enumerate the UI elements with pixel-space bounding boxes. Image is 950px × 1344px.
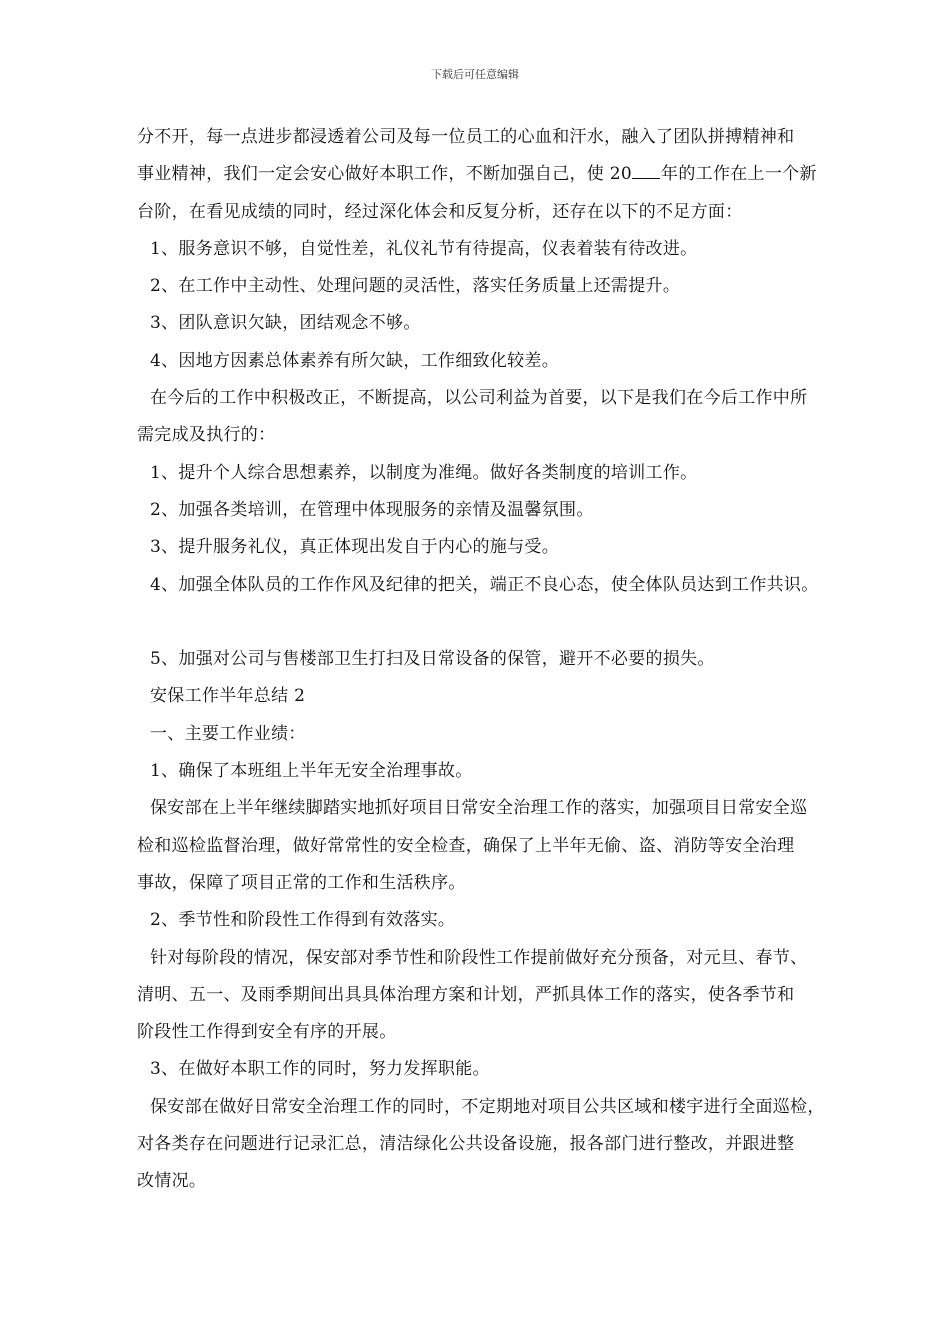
- list-item: 2、加强各类培训，在管理中体现服务的亲情及温馨氛围。: [150, 499, 594, 520]
- paragraph-line: 台阶，在看见成绩的同时，经过深化体会和反复分析，还存在以下的不足方面：: [137, 201, 743, 222]
- paragraph-line: 事业精神，我们一定会安心做好本职工作，不断加强自己，使 20 年的工作在上一个新: [137, 164, 817, 185]
- paragraph-line: 针对每阶段的情况，保安部对季节性和阶段性工作提前做好充分预备，对元旦、春节、: [150, 947, 808, 968]
- section-heading: 一、主要工作业绩：: [150, 723, 306, 744]
- paragraph-line: 分不开，每一点进步都浸透着公司及每一位员工的心血和汗水，融入了团队拼搏精神和: [137, 127, 795, 147]
- document-body: [137, 119, 895, 1201]
- paragraph-line: 事故，保障了项目正常的工作和生活秩序。: [137, 872, 466, 893]
- list-item: 3、团队意识欠缺，团结观念不够。: [150, 313, 421, 334]
- list-item: 3、在做好本职工作的同时，努力发挥职能。: [150, 1059, 490, 1080]
- section-title: 安保工作半年总结 2: [150, 686, 306, 707]
- blank-underline: [632, 164, 660, 179]
- paragraph-line: 阶段性工作得到安全有序的开展。: [137, 1022, 397, 1043]
- paragraph-line: 改情况。: [137, 1171, 207, 1192]
- blank-line: [137, 604, 895, 641]
- list-item: 3、提升服务礼仪，真正体现出发自于内心的施与受。: [150, 537, 560, 558]
- page-header: 下载后可任意编辑: [431, 68, 519, 81]
- paragraph-line: 保安部在上半年继续脚踏实地抓好项目日常安全治理工作的落实，加强项目日常安全巡: [150, 798, 808, 819]
- list-item: 2、在工作中主动性、处理问题的灵活性，落实任务质量上还需提升。: [150, 276, 681, 297]
- paragraph-line: 需完成及执行的：: [137, 425, 276, 446]
- paragraph-line: 检和巡检监督治理，做好常常性的安全检查，确保了上半年无偷、盗、消防等安全治理: [137, 835, 795, 856]
- list-item: 4、因地方因素总体素养有所欠缺，工作细致化较差。: [150, 350, 560, 371]
- list-item: 1、确保了本班组上半年无安全治理事故。: [150, 761, 473, 782]
- paragraph-line: 清明、五一、及雨季期间出具具体治理方案和计划，严抓具体工作的落实，使各季节和: [137, 984, 795, 1005]
- paragraph-line: 在今后的工作中积极改正，不断提高，以公司利益为首要，以下是我们在今后工作中所: [150, 388, 808, 409]
- list-item: 1、服务意识不够，自觉性差，礼仪礼节有待提高，仪表着装有待改进。: [150, 238, 698, 259]
- paragraph-line: 对各类存在问题进行记录汇总，清洁绿化公共设备设施，报各部门进行整改，并跟进整: [137, 1134, 795, 1155]
- list-item: 4、加强全体队员的工作作风及纪律的把关，端正不良心态，使全体队员达到工作共识。: [150, 574, 819, 595]
- paragraph-line: 保安部在做好日常安全治理工作的同时，不定期地对项目公共区域和楼宇进行全面巡检，: [150, 1096, 825, 1117]
- list-item: 1、提升个人综合思想素养，以制度为准绳。做好各类制度的培训工作。: [150, 462, 698, 483]
- list-item: 2、季节性和阶段性工作得到有效落实。: [150, 910, 456, 931]
- list-item: 5、加强对公司与售楼部卫生打扫及日常设备的保管，避开不必要的损失。: [150, 649, 715, 670]
